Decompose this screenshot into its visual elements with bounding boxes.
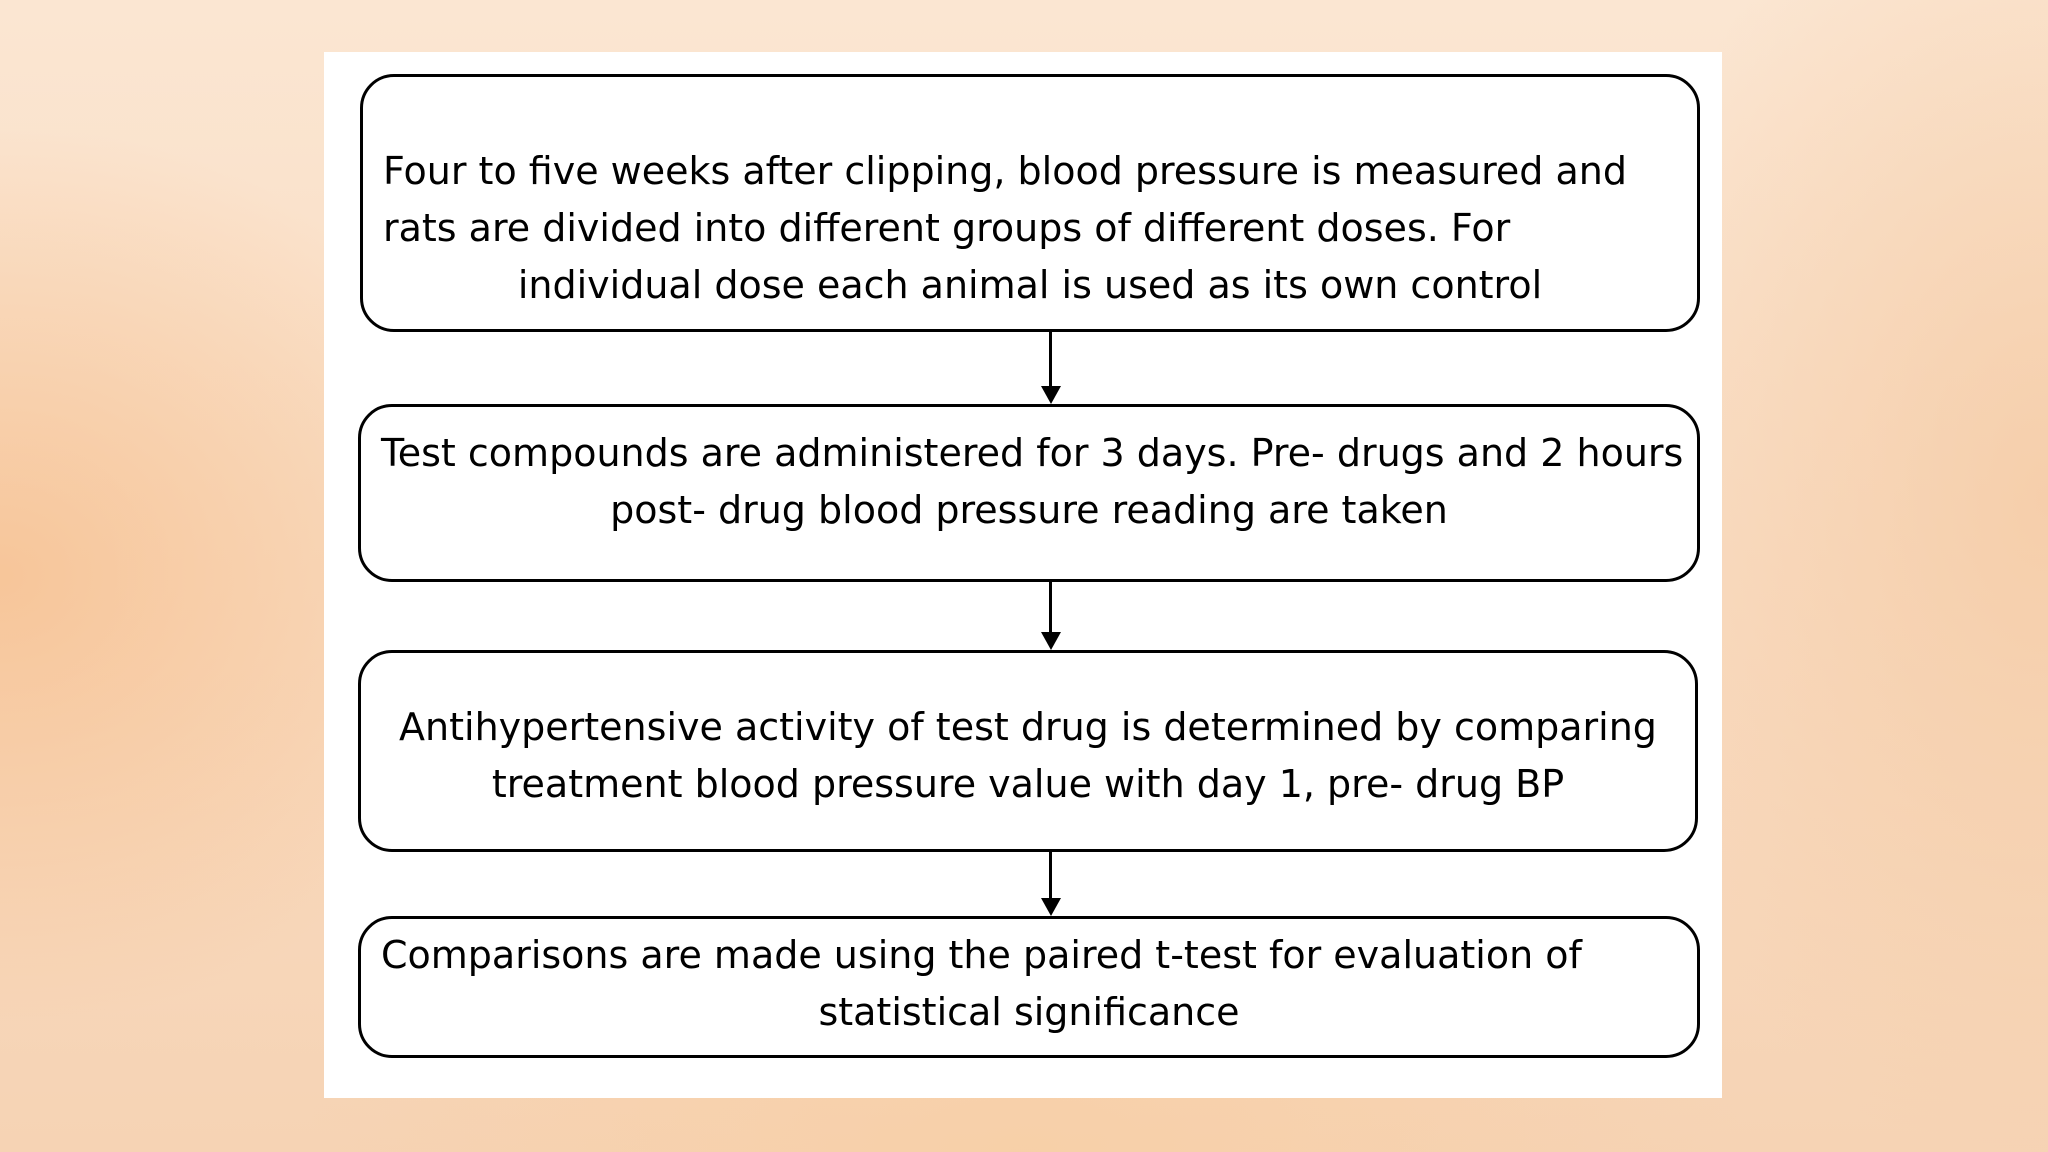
flowchart-step-2 — [358, 404, 1700, 582]
flow-arrow-1 — [1041, 332, 1061, 404]
flowchart-step-3 — [358, 650, 1698, 852]
step-2-line-2: post- drug blood pressure reading are taken — [610, 488, 1448, 532]
slide-canvas — [324, 52, 1722, 1098]
step-2-line-1: Test compounds are administered for 3 days. Pre- drugs and 2 hours — [381, 431, 1684, 475]
step-3-line-2: treatment blood pressure value with day 1, pre- drug BP — [491, 762, 1565, 806]
arrow-down-icon — [1041, 898, 1061, 916]
arrow-shaft — [1049, 852, 1052, 900]
step-1-line-2: rats are divided into different groups of different doses. For — [383, 206, 1511, 250]
arrow-shaft — [1049, 332, 1052, 388]
arrow-down-icon — [1041, 386, 1061, 404]
arrow-shaft — [1049, 582, 1052, 634]
step-1-line-3: individual dose each animal is used as its own control — [517, 263, 1543, 307]
step-1-line-1: Four to five weeks after clipping, blood pressure is measured and — [383, 149, 1627, 193]
step-3-line-1: Antihypertensive activity of test drug is determined by comparing — [399, 705, 1657, 749]
step-4-line-2: statistical significance — [818, 990, 1240, 1034]
flowchart-step-1 — [360, 74, 1700, 332]
flow-arrow-3 — [1041, 852, 1061, 916]
flowchart-step-4 — [358, 916, 1700, 1058]
flow-arrow-2 — [1041, 582, 1061, 650]
step-4-line-1: Comparisons are made using the paired t-test for evaluation of — [381, 933, 1582, 977]
arrow-down-icon — [1041, 632, 1061, 650]
